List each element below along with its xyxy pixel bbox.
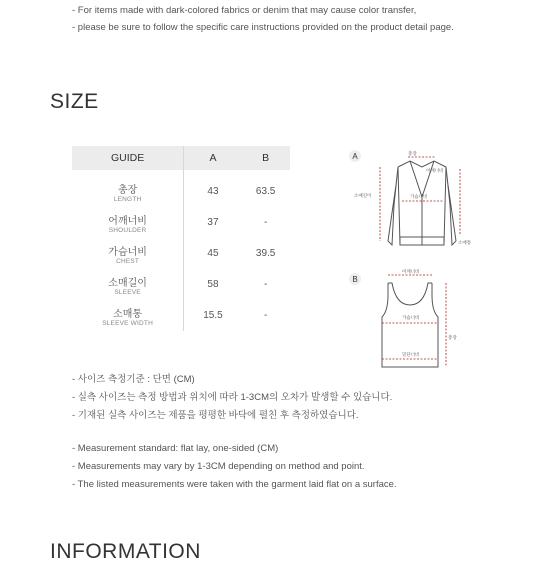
row-label <box>72 238 184 269</box>
table-row <box>72 238 290 269</box>
cell-a: 37 <box>207 217 219 228</box>
cell-a: 15.5 <box>203 310 223 321</box>
row-label-en: SHOULDER <box>108 226 147 234</box>
information-section-title: INFORMATION <box>50 540 201 563</box>
header-b: B <box>242 146 290 170</box>
row-label-kr: 소매길이 <box>108 277 147 289</box>
note-line: - 사이즈 측정기준 : 단면 (CM) <box>72 374 195 385</box>
row-label-en: SLEEVE <box>114 288 141 296</box>
table-row <box>72 170 290 207</box>
cell-b: 39.5 <box>255 248 276 259</box>
measurement-diagrams <box>340 145 510 375</box>
label-a-cuff: 소매통 <box>458 240 472 245</box>
cell-a: 45 <box>207 248 219 259</box>
table-row <box>72 207 290 238</box>
size-guide-table <box>72 146 290 331</box>
care-note-line: - For items made with dark-colored fabrics or denim that may cause color transfer, <box>72 5 417 16</box>
label-a-chest-top: 어깨너비 <box>426 168 444 173</box>
label-a-chest: 가슴너비 <box>410 194 428 199</box>
note-line: - Measurement standard: flat lay, one-sided (CM) <box>72 443 279 454</box>
care-note-line: - please be sure to follow the specific care instructions provided on the product detail page. <box>72 21 454 33</box>
note-line: - 기재된 실측 사이즈는 제품을 평평한 바닥에 펼친 후 측정하였습니다. <box>72 410 359 421</box>
label-a-shoulder: 총장 <box>408 151 417 156</box>
row-label-en: SLEEVE WIDTH <box>102 319 153 327</box>
table-row <box>72 269 290 300</box>
header-guide: GUIDE <box>72 146 184 170</box>
label-a-sleeve: 소매길이 <box>354 193 372 198</box>
cell-a: 58 <box>207 279 219 290</box>
note-line: - Measurements may vary by 1-3CM depending on method and point. <box>72 461 365 472</box>
label-b-hem: 밑단너비 <box>402 352 420 357</box>
cell-b: - <box>263 279 268 290</box>
cell-a: 43 <box>207 186 219 197</box>
cardigan-outline <box>388 161 456 245</box>
row-label <box>72 300 184 331</box>
note-line: - 실측 사이즈는 측정 방법과 위치에 따라 1-3CM의 오차가 발생할 수 있습니다. <box>72 392 393 403</box>
cell-b: - <box>263 217 268 228</box>
diagram-a-letter: A <box>352 152 358 161</box>
row-label-kr: 총장 <box>117 184 138 196</box>
diagram-b-letter: B <box>352 275 358 284</box>
row-label-kr: 소매통 <box>113 308 143 320</box>
notes-korean <box>72 371 392 425</box>
row-label <box>72 170 184 207</box>
table-header-row <box>72 146 290 170</box>
diagram-b <box>349 268 457 367</box>
row-label-kr: 어깨너비 <box>108 215 147 227</box>
header-a: A <box>184 146 242 170</box>
care-notes <box>72 3 454 36</box>
size-section-title: SIZE <box>50 90 99 113</box>
cell-b: 63.5 <box>255 186 276 197</box>
label-b-chest: 가슴너비 <box>402 315 420 320</box>
diagram-a <box>349 150 472 246</box>
cell-b: - <box>263 310 268 321</box>
note-line: - The listed measurements were taken with the garment laid flat on a surface. <box>72 479 397 490</box>
notes-english <box>72 440 397 494</box>
row-label-en: CHEST <box>116 257 140 265</box>
row-label-kr: 가슴너비 <box>108 246 147 258</box>
row-label <box>72 207 184 238</box>
row-label <box>72 269 184 300</box>
cardigan-measure-lines <box>380 157 460 241</box>
label-b-top: 어깨너비 <box>402 269 420 274</box>
label-b-length: 총장 <box>448 335 457 340</box>
row-label-en: LENGTH <box>113 195 142 203</box>
table-row <box>72 300 290 331</box>
